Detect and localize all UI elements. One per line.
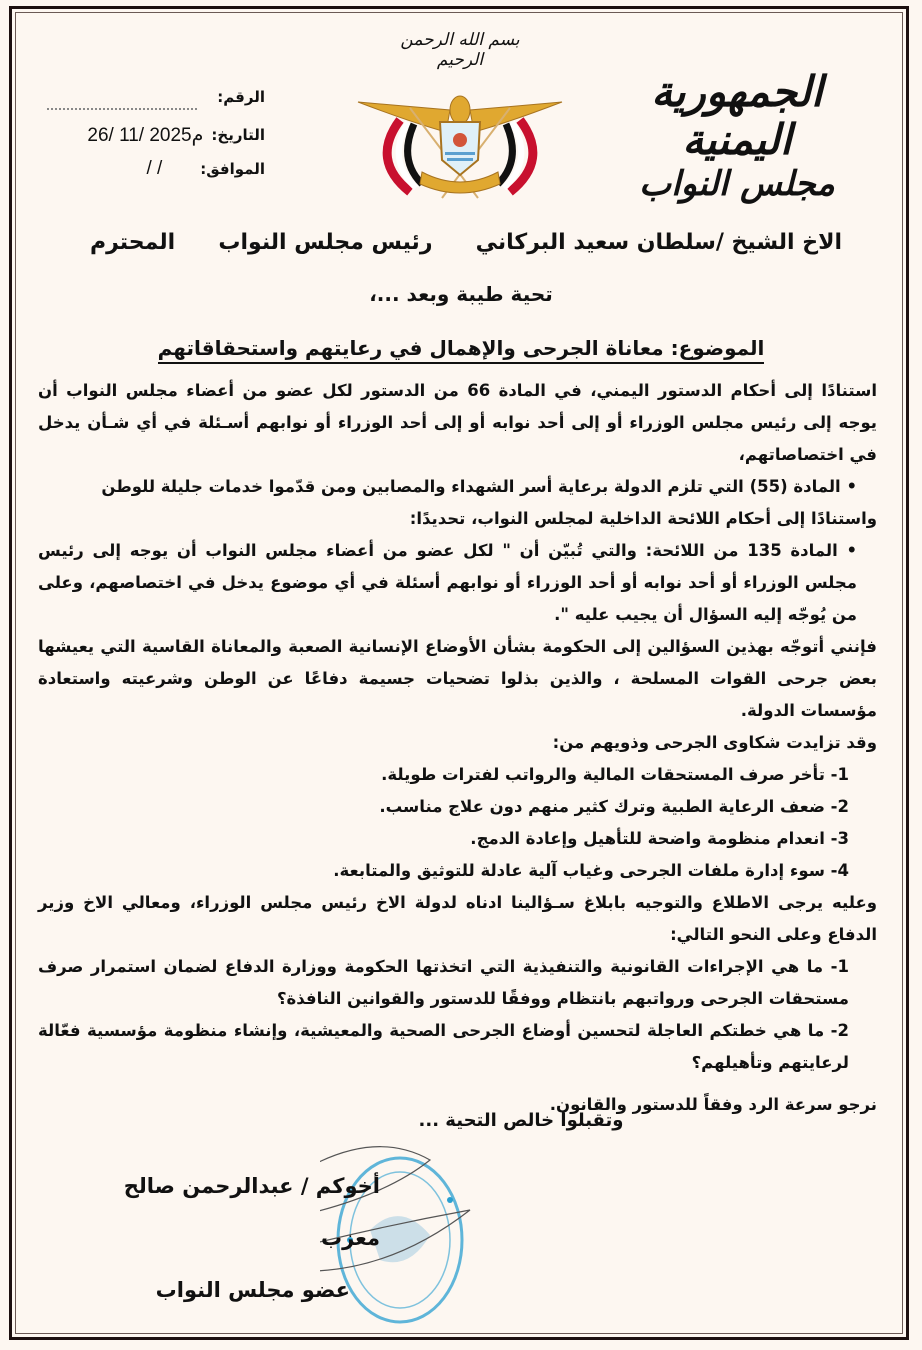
addressee-name: الاخ الشيخ /سلطان سعيد البركاني bbox=[475, 229, 842, 255]
greeting: تحية طيبة وبعد ...، bbox=[369, 282, 553, 306]
hijri-row bbox=[35, 152, 265, 186]
subject bbox=[158, 336, 765, 364]
addressee-title: رئيس مجلس النواب bbox=[218, 229, 433, 255]
intro-paragraph: استنادًا إلى أحكام الدستور اليمني، في المادة 66 من الدستور لكل عضو من أعضاء مجلس النواب أن يوجه إلى رئيس مجلس الوزراء أو إلى أحد نوابه أو إلى أحد الوزراء أو نوابهم أسـئلة في أي شـأن يدخل في اختصاصاتهم، bbox=[38, 381, 877, 464]
article-55-bullet: • المادة (55) التي تلزم الدولة برعاية أسر الشهداء والمصابين ومن قدّموا خدمات جليلة للوطن bbox=[101, 477, 857, 496]
complaint-item: 3- انعدام منظومة واضحة للتأهيل وإعادة الدمج. bbox=[470, 829, 849, 848]
republic-name: الجمهورية اليمنية bbox=[651, 67, 823, 164]
article-135-bullet: • المادة 135 من اللائحة: والتي تُبيّن أن " لكل عضو من أعضاء مجلس النواب أن يوجه إلى رئيس مجلس الوزراء أو أحد نوابه أو أحد الوزراء أو نوابهم أسئلة في أي موضوع يدخل في اختصاصهم، وعلى من يُوجّه إليه السؤال أن يجيب عليه ". bbox=[38, 541, 858, 624]
hijri-value: / / bbox=[146, 158, 163, 179]
question-item: 2- ما هي خطتكم العاجلة لتحسين أوضاع الجرحى الصحية والمعيشية، وإنشاء منظومة مؤسسية فعّالة لرعايتهم وتأهيلهم؟ bbox=[38, 1021, 849, 1072]
request-paragraph: وعليه يرجى الاطلاع والتوجيه بابلاغ سـؤالينا ادناه لدولة الاخ رئيس مجلس الوزراء، ومعالي الاخ وزير الدفاع وعلى النحو التالي: bbox=[38, 893, 877, 944]
context-paragraph: فإنني أتوجّه بهذين السؤالين إلى الحكومة بشأن الأوضاع الإنسانية الصعبة والمعاناة القاسية التي يعيشها بعض جرحى القوات المسلحة ، والذين بذلوا تضحيات جسيمة دفاعًا عن الوطن وشرعيته واستعادة مؤسسات الدولة. bbox=[38, 637, 877, 720]
complaint-item: 2- ضعف الرعاية الطبية وترك كثير منهم دون علاج مناسب. bbox=[379, 797, 849, 816]
subject-label: الموضوع: bbox=[670, 336, 765, 360]
addressee-line bbox=[90, 225, 842, 259]
question-item: 1- ما هي الإجراءات القانونية والتنفيذية التي اتخذتها الحكومة ووزارة الدفاع لضمان استمرار صرف مستحقات الجرحى ورواتبهم بانتظام ووفقًا للدستور والقوانين النافذة؟ bbox=[38, 957, 849, 1008]
date-value: 26/ 11/ 2025م bbox=[87, 124, 204, 146]
basmala: بسم الله الرحمن الرحيم bbox=[400, 30, 520, 70]
date-label: التاريخ: bbox=[211, 126, 265, 144]
hijri-label: الموافق: bbox=[200, 160, 265, 178]
complaints-intro: وقد تزايدت شكاوى الجرحى وذويهم من: bbox=[552, 733, 877, 752]
date-row bbox=[35, 118, 265, 152]
subject-text: معاناة الجرحى والإهمال في رعايتهم واستحقاقاتهم bbox=[157, 336, 664, 360]
signatory-name: أخوكم / عبدالرحمن صالح معزب bbox=[123, 1174, 380, 1250]
complaints-list bbox=[38, 759, 877, 887]
yemen-emblem-icon bbox=[350, 80, 570, 200]
reply-request: نرجو سرعة الرد وفقاً للدستور والقانون. bbox=[549, 1095, 877, 1114]
letter-body bbox=[38, 375, 877, 1121]
parliament-name: مجلس النواب bbox=[639, 164, 835, 204]
reference-block bbox=[35, 80, 265, 186]
bylaws-paragraph: واستنادًا إلى أحكام اللائحة الداخلية لمجلس النواب، تحديدًا: bbox=[409, 509, 877, 528]
signatory-role: عضو مجلس النواب bbox=[155, 1278, 350, 1302]
subject-line bbox=[0, 336, 922, 360]
signature-block bbox=[100, 1160, 380, 1316]
ref-label: الرقم: bbox=[217, 88, 265, 106]
addressee-honorific: المحترم bbox=[90, 229, 176, 255]
ref-value bbox=[47, 98, 197, 110]
complaint-item: 4- سوء إدارة ملفات الجرحى وغياب آلية عادلة للتوثيق والمتابعة. bbox=[333, 861, 849, 880]
complaint-item: 1- تأخر صرف المستحقات المالية والرواتب لفترات طويلة. bbox=[381, 765, 849, 784]
letterhead-title bbox=[607, 68, 867, 204]
closing-line: وتقبلوا خالص التحية ... bbox=[418, 1110, 624, 1131]
